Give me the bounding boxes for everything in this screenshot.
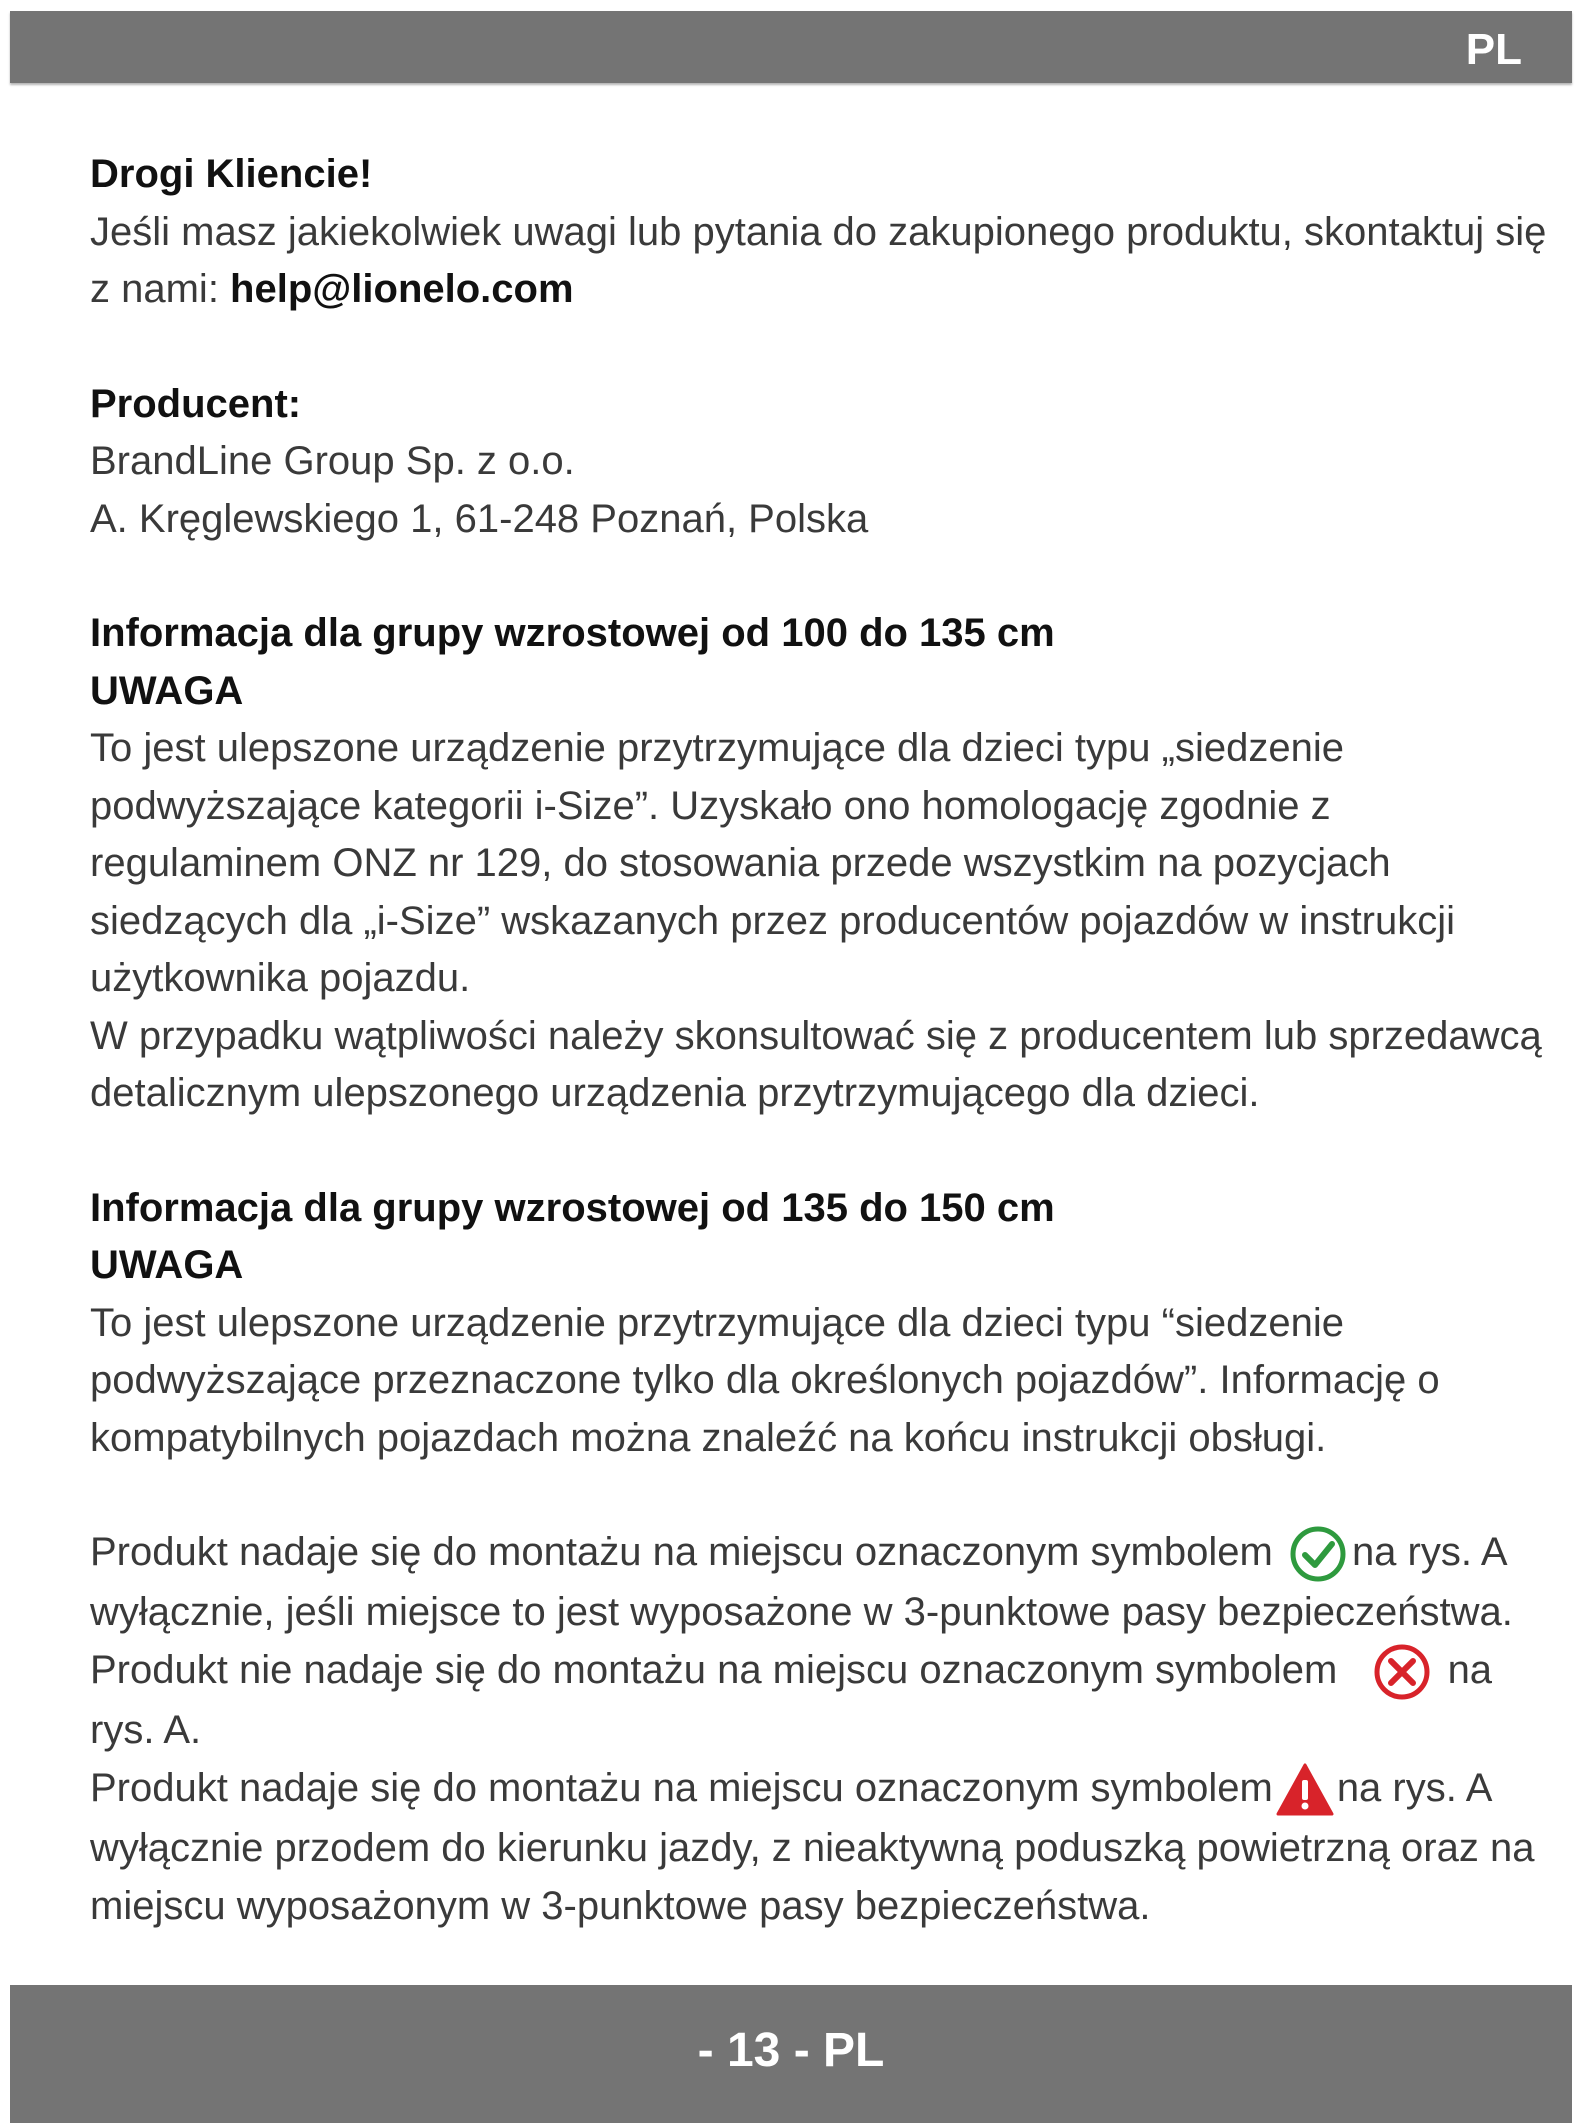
symbol-warn-text-after: na rys. A wyłącznie przodem do kierunku jazdy, z nieaktywną poduszką powietrzną oraz na miejscu wyposażonym w 3-punktowe pasy bezpieczeństwa.	[90, 1765, 1535, 1928]
symbol-ok-text-after: na rys. A wyłącznie, jeśli miejsce to jest wyposażone w 3-punktowe pasy bezpieczeństwa.	[90, 1530, 1513, 1635]
greeting-title: Drogi Kliencie!	[90, 152, 373, 196]
section1-warning: UWAGA	[90, 668, 244, 713]
producer-address: A. Kręglewskiego 1, 61-248 Poznań, Polska	[90, 496, 869, 541]
section2-title: Informacja dla grupy wzrostowej od 135 do 150 cm	[90, 1185, 1055, 1230]
section1-paragraph-1: To jest ulepszone urządzenie przytrzymujące dla dzieci typu „siedzenie podwyższające kategorii i-Size”. Uzyskało ono homologację zgodnie z regulaminem ONZ nr 129, do stosowania przede wszystkim na pozycjach siedzących dla „i-Size” wskazanych przez producentów pojazdów w instrukcji użytkownika pojazdu.	[90, 726, 1456, 1000]
symbol-ok-text-before: Produkt nadaje się do montażu na miejscu oznaczonym symbolem	[90, 1530, 1273, 1574]
symbol-no-text-after: na rys. A.	[90, 1647, 1493, 1753]
page-number: - 13 - PL	[697, 2024, 885, 2077]
producer-name: BrandLine Group Sp. z o.o.	[90, 439, 575, 483]
language-label: PL	[1465, 25, 1522, 74]
section1-title: Informacja dla grupy wzrostowej od 100 do 135 cm	[90, 611, 1055, 655]
warning-triangle-icon	[1275, 1760, 1335, 1820]
cross-circle-icon	[1372, 1642, 1432, 1702]
symbol-ok-paragraph	[90, 1524, 1550, 1642]
symbol-no-paragraph	[90, 1642, 1550, 1760]
greeting-body: Jeśli masz jakiekolwiek uwagi lub pytania do zakupionego produktu, skontaktuj się z nami:	[90, 209, 1547, 311]
greeting-text	[90, 204, 1550, 319]
producer-title: Producent:	[90, 381, 302, 426]
section1-paragraph-2: W przypadku wątpliwości należy skonsultować się z producentem lub sprzedawcą detalicznym ulepszonego urządzenia przytrzymującego dla dzieci.	[90, 1013, 1542, 1115]
symbol-no-text-before: Produkt nie nadaje się do montażu na miejscu oznaczonym symbolem	[90, 1647, 1338, 1692]
top-header-bar	[10, 11, 1572, 83]
symbol-warn-text-before: Produkt nadaje się do montażu na miejscu oznaczonym symbolem	[90, 1765, 1273, 1810]
contact-email: help@lionelo.com	[230, 267, 574, 311]
section2-paragraph-1: To jest ulepszone urządzenie przytrzymujące dla dzieci typu “siedzenie podwyższające przeznaczone tylko dla określonych pojazdów”. Informację o kompatybilnych pojazdach można znaleźć na końcu instrukcji obsługi.	[90, 1300, 1440, 1460]
section2-warning: UWAGA	[90, 1243, 244, 1287]
symbol-warn-paragraph	[90, 1760, 1550, 1935]
bottom-footer-bar	[10, 1985, 1572, 2123]
check-circle-icon	[1288, 1524, 1348, 1584]
document-content	[90, 146, 1550, 1935]
